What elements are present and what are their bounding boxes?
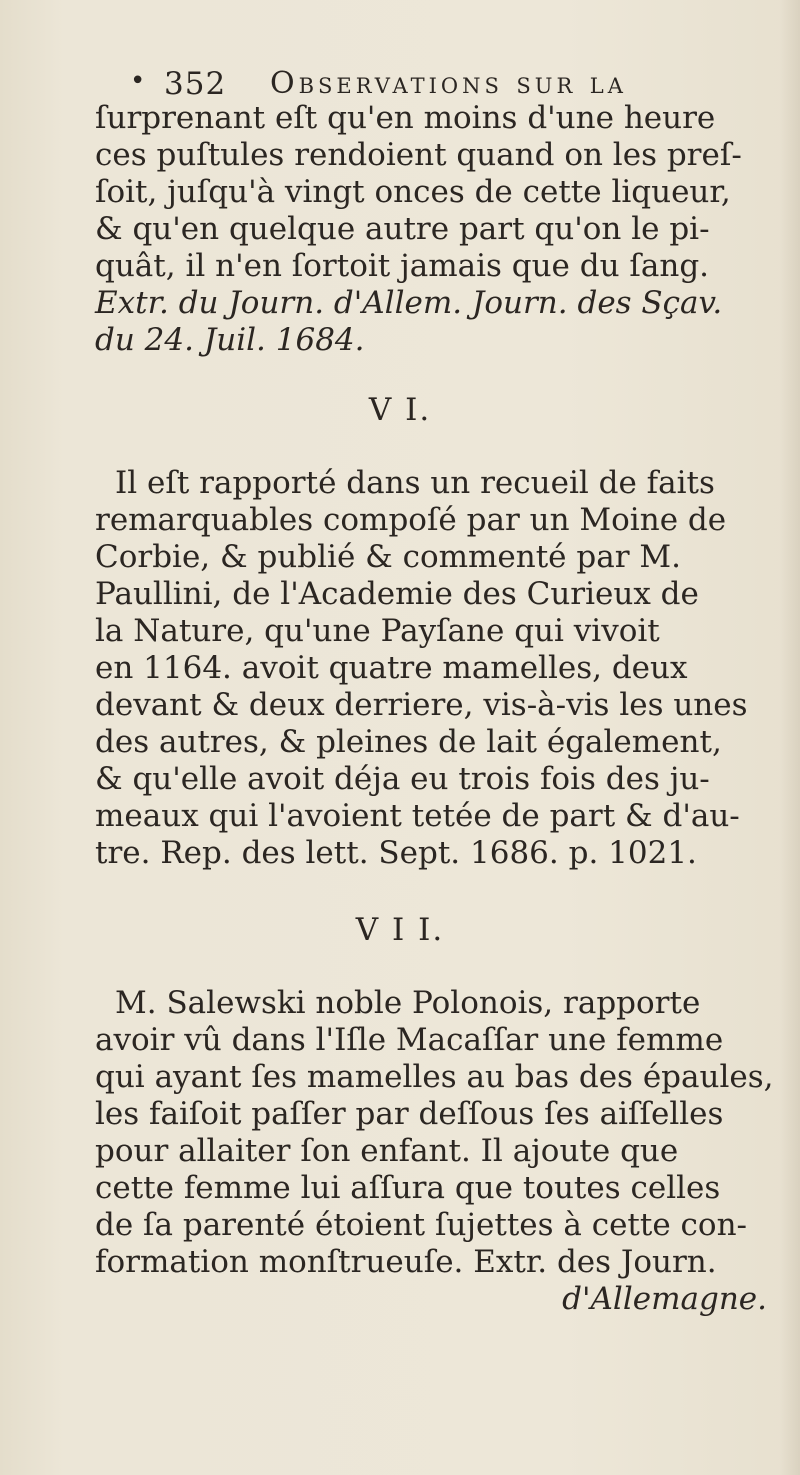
text-line: Paullini, de l'Academie des Curieux de: [95, 576, 699, 612]
text-line: & qu'elle avoit déja eu trois fois des ju-: [95, 761, 710, 797]
running-head: Observations sur la: [270, 66, 627, 101]
text-line: les faiſoit paſſer par deſſous ſes aiſſelles: [95, 1096, 724, 1132]
text-line: formation monſtrueuſe. Extr. des Journ.: [95, 1244, 717, 1280]
text-line: cette femme lui aſſura que toutes celles: [95, 1170, 721, 1206]
text-line: des autres, & pleines de lait également,: [95, 724, 722, 760]
text-line: meaux qui l'avoient tetée de part & d'au-: [95, 798, 740, 834]
text-line: en 1164. avoit quatre mamelles, deux: [95, 650, 688, 686]
text-line: la Nature, qu'une Payſane qui vivoit: [95, 613, 660, 649]
text-line: remarquables compoſé par un Moine de: [95, 502, 727, 538]
text-line: pour allaiter ſon enfant. Il ajoute que: [95, 1133, 679, 1169]
text-line: quât, il n'en ſortoit jamais que du ſang.: [95, 248, 710, 284]
citation-line: Extr. du Journ. d'Allem. Journ. des Sçav.: [95, 285, 723, 321]
text-line: avoir vû dans l'Iſle Macaſſar une femme: [95, 1022, 724, 1058]
section-number-vi: V I.: [368, 392, 432, 428]
text-line: ſoit, juſqu'à vingt onces de cette liqueur,: [95, 174, 731, 210]
paragraph-vii: [95, 985, 774, 1318]
page-number: 352: [164, 66, 227, 102]
text-line: & qu'en quelque autre part qu'on le pi-: [95, 211, 710, 247]
page-edge-shadow: [780, 0, 800, 1475]
text-line: ſurprenant eſt qu'en moins d'une heure: [95, 100, 716, 136]
citation-line: tre. Rep. des lett. Sept. 1686. p. 1021.: [95, 835, 697, 871]
citation-line: d'Allemagne.: [562, 1281, 767, 1317]
text-line: ces puſtules rendoient quand on les preſ-: [95, 137, 742, 173]
section-number-vii: V I I.: [355, 912, 445, 948]
paragraph-vi: [95, 465, 767, 872]
header-bullet: •: [130, 66, 147, 96]
text-line: qui ayant ſes mamelles au bas des épaules,: [95, 1059, 774, 1095]
text-line: de ſa parenté étoient ſujettes à cette con-: [95, 1207, 748, 1243]
citation-line: du 24. Juil. 1684.: [95, 322, 365, 358]
text-line: Il eſt rapporté dans un recueil de faits: [115, 465, 715, 501]
paragraph-continuation: [95, 100, 767, 359]
text-line: M. Salewski noble Polonois, rapporte: [115, 985, 701, 1021]
text-line: Corbie, & publié & commenté par M.: [95, 539, 681, 575]
text-line: devant & deux derriere, vis-à-vis les unes: [95, 687, 748, 723]
